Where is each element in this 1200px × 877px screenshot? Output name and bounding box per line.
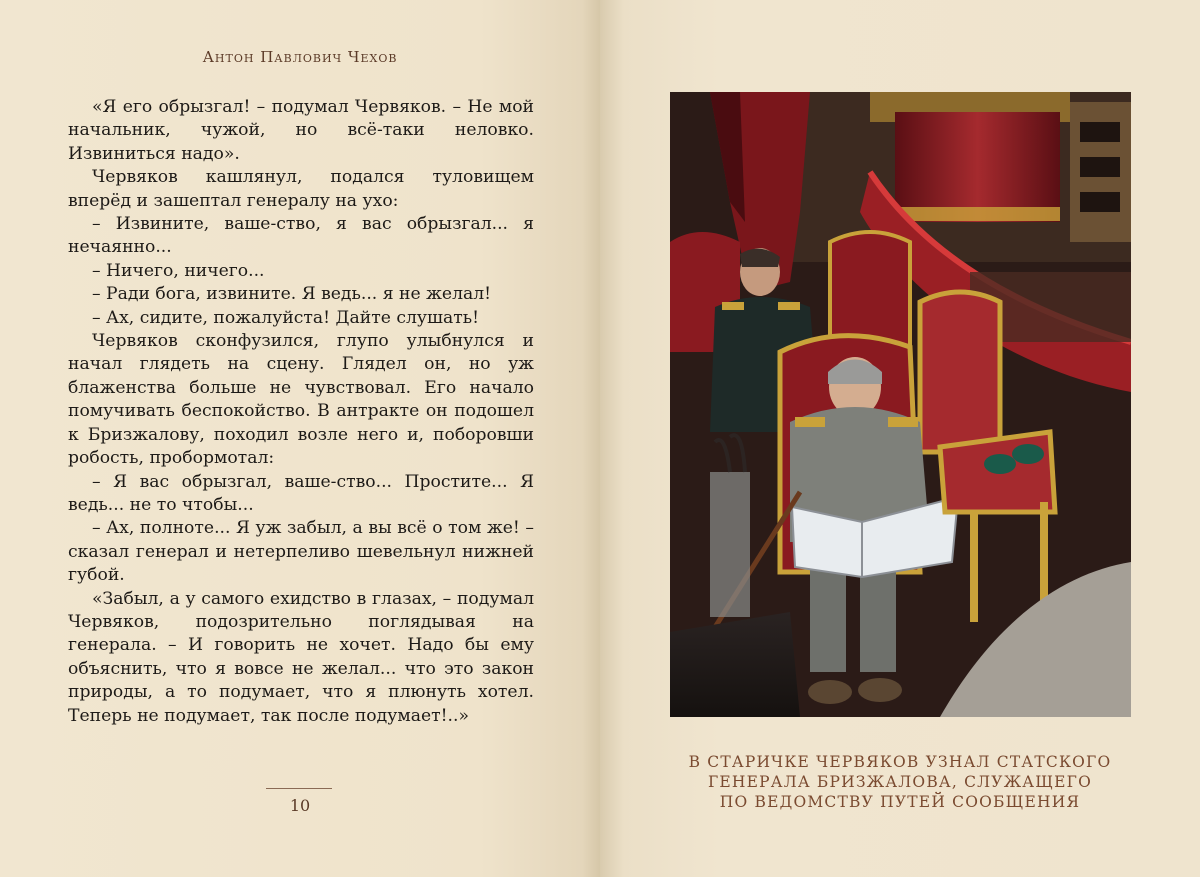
paragraph-6: – Ах, сидите, пожалуйста! Дайте слушать! bbox=[92, 307, 479, 328]
paragraph-8: – Я вас обрызгал, ваше-ство... Простите... Я ведь... не то чтобы... bbox=[68, 471, 534, 515]
paragraph-3: – Извините, ваше-ство, я вас обрызгал... я нечаянно... bbox=[68, 214, 534, 258]
running-head: Антон Павлович Чехов bbox=[202, 48, 398, 66]
paragraph-7: Червяков сконфузился, глупо улыбнулся и начал глядеть на сцену. Глядел он, но уж блаженства больше не чувствовал. Его начало помучивать беспокойство. В антракте он подошел к Бризжалову, походил возле него и, поборовши робость, пробормотал: bbox=[68, 331, 534, 469]
page-number: 10 bbox=[289, 796, 311, 815]
paragraph-2: Червяков кашлянул, подался туловищем вперёд и зашептал генералу на ухо: bbox=[68, 167, 534, 211]
caption-line-1: В СТАРИЧКЕ ЧЕРВЯКОВ УЗНАЛ СТАТСКОГО bbox=[688, 753, 1112, 771]
paragraph-9: – Ах, полноте... Я уж забыл, а вы всё о том же! – сказал генерал и нетерпеливо шевельнул нижней губой. bbox=[68, 518, 534, 586]
paragraph-5: – Ради бога, извините. Я ведь... я не желал! bbox=[92, 284, 492, 305]
paragraph-4: – Ничего, ничего... bbox=[92, 260, 265, 281]
theatre-illustration bbox=[670, 92, 1131, 717]
caption-line-3: ПО ВЕДОМСТВУ ПУТЕЙ СООБЩЕНИЯ bbox=[719, 793, 1081, 811]
illustration-caption bbox=[600, 752, 1200, 812]
paragraph-1: «Я его обрызгал! – подумал Червяков. – Не мой начальник, чужой, но всё-таки неловко. Извиниться надо». bbox=[68, 97, 534, 164]
paragraph-10: «Забыл, а у самого ехидство в глазах, – подумал Червяков, подозрительно поглядывая на генерала. – И говорить не хочет. Надо бы ему объяснить, что я вовсе не желал... что это закон природы, а то подумает, что я плюнуть хотел. Теперь не подумает, так после подумает!..» bbox=[68, 588, 534, 726]
illustration-drawing bbox=[670, 92, 1131, 717]
body-text bbox=[68, 96, 534, 728]
page-number-rule bbox=[266, 788, 332, 789]
caption-line-2: ГЕНЕРАЛА БРИЗЖАЛОВА, СЛУЖАЩЕГО bbox=[707, 773, 1093, 791]
